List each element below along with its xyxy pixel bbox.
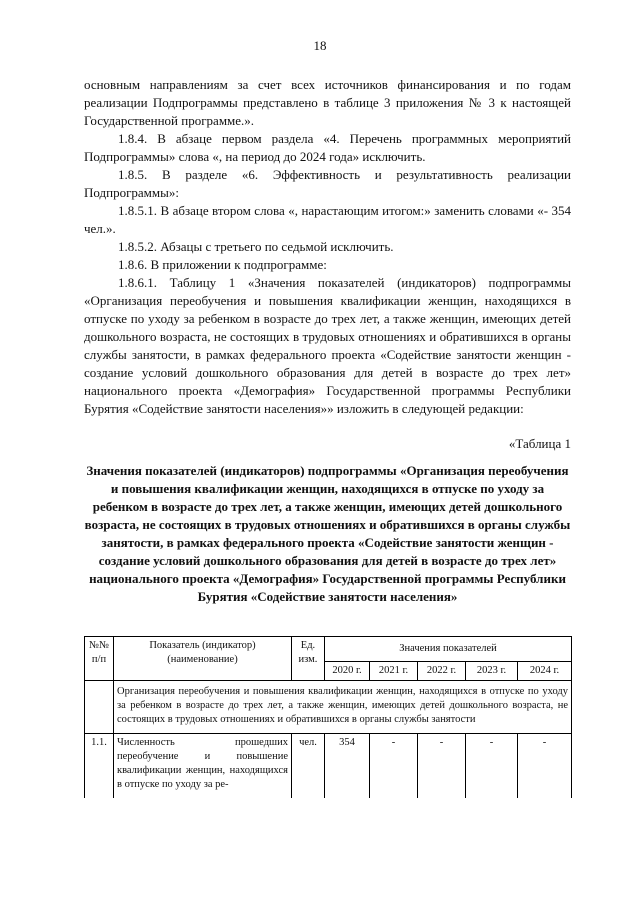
section-row bbox=[85, 681, 572, 734]
paragraph: 1.8.4. В абзаце первом раздела «4. Перечень программных мероприятий Подпрограммы» слова «, на период до 2024 года» исключить. bbox=[84, 131, 571, 164]
paragraph: 1.8.5.1. В абзаце втором слова «, нарастающим итогом:» заменить словами «- 354 чел.». bbox=[84, 203, 571, 236]
row-indicator: Численность прошедших переобучение и повышение квалификации женщин, находящихся в отпуске по уходу за ре- bbox=[114, 734, 292, 799]
body-text bbox=[84, 76, 571, 418]
indicator-table bbox=[84, 636, 572, 798]
row-value: - bbox=[370, 734, 418, 799]
section-num-cell bbox=[85, 681, 114, 734]
header-year: 2023 г. bbox=[466, 662, 518, 681]
section-title: Организация переобучения и повышения квалификации женщин, находящихся в отпуске по уходу за ребенком в возрасте до трех лет, а также женщин, имеющих детей дошкольного возраста, не состоящих в трудовых отношениях и обратившихся в органы службы занятости bbox=[114, 681, 572, 734]
paragraph: основным направлениям за счет всех источников финансирования и по годам реализации Подпрограммы представлено в таблице 3 приложения № 3 к настоящей Государственной программе.». bbox=[84, 77, 571, 128]
table-header-row bbox=[85, 637, 572, 662]
row-unit: чел. bbox=[292, 734, 325, 799]
header-num: №№ п/п bbox=[85, 637, 114, 681]
row-value: - bbox=[466, 734, 518, 799]
paragraph: 1.8.5.2. Абзацы с третьего по седьмой исключить. bbox=[118, 239, 394, 254]
header-year: 2024 г. bbox=[518, 662, 572, 681]
paragraph: 1.8.5. В разделе «6. Эффективность и результативность реализации Подпрограммы»: bbox=[84, 167, 571, 200]
header-year: 2021 г. bbox=[370, 662, 418, 681]
paragraph: 1.8.6.1. Таблицу 1 «Значения показателей (индикаторов) подпрограммы «Организация переобучения и повышения квалификации женщин, находящихся в отпуске по уходу за ребенком в возрасте до трех лет, а также женщин, имеющих детей дошкольного возраста, не состоящих в трудовых отношениях и обратившихся в органы службы занятости, в рамках федерального проекта «Содействие занятости женщин - создание условий дошкольного образования для детей в возрасте до трех лет» национального проекта «Демография» Государственной программы Республики Бурятия «Содействие занятости населения»» изложить в следующей редакции: bbox=[84, 275, 571, 416]
header-unit: Ед. изм. bbox=[292, 637, 325, 681]
header-year: 2022 г. bbox=[418, 662, 466, 681]
paragraph: 1.8.6. В приложении к подпрограмме: bbox=[118, 257, 327, 272]
row-value: - bbox=[518, 734, 572, 799]
header-year: 2020 г. bbox=[325, 662, 370, 681]
page-number: 18 bbox=[313, 38, 327, 53]
table-title: Значения показателей (индикаторов) подпрограммы «Организация переобучения и повышения квалификации женщин, находящихся в отпуске по уходу за ребенком в возрасте до трех лет, а также женщин, имеющих детей дошкольного возраста, не состоящих в трудовых отношениях и обратившихся в органы службы занятости, в рамках федерального проекта «Содействие занятости женщин - создание условий дошкольного образования для детей в возрасте до трех лет» национального проекта «Демография» Государственной программы Республики Бурятия «Содействие занятости населения» bbox=[84, 463, 571, 604]
header-indicator: Показатель (индикатор) (наименование) bbox=[114, 637, 292, 681]
row-value: 354 bbox=[325, 734, 370, 799]
row-num: 1.1. bbox=[85, 734, 114, 799]
table-row bbox=[85, 734, 572, 799]
table-reference: «Таблица 1 bbox=[508, 436, 571, 451]
header-values-group: Значения показателей bbox=[325, 637, 572, 662]
row-value: - bbox=[418, 734, 466, 799]
